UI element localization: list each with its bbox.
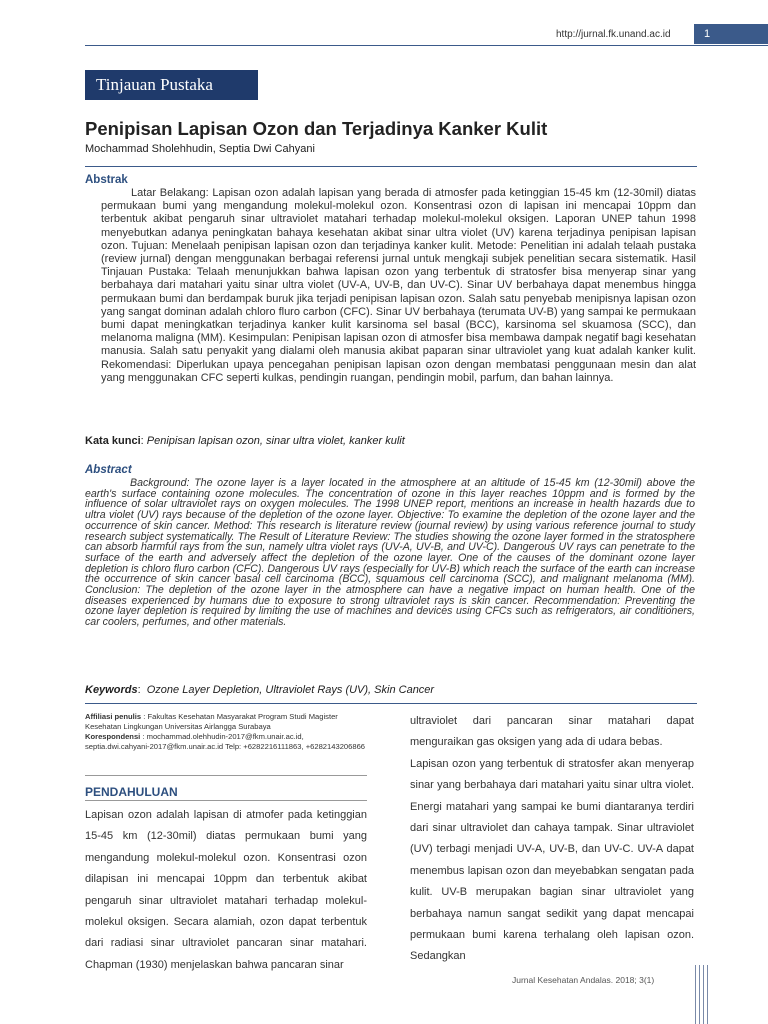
corr-label: Korespondensi xyxy=(85,732,141,741)
footer-bar xyxy=(699,965,700,1024)
divider xyxy=(85,775,367,776)
pendahuluan-left-column: Lapisan ozon adalah lapisan di atmofer pada ketinggian 15-45 km (12-30mil) diatas permukaan bumi yang mengandung molekul-molekul ozon. Konsentrasi ozon dilapisan ini mencapai 10ppm dan terbentuk akibat pengaruh sinar ultraviolet matahari terhadap molekul-molekul oksigen. Secara alamiah, ozon dapat terbentuk dari radiasi sinar ultraviolet pancaran sinar matahari. Chapman (1930) menjelaskan bahwa pancaran sinar xyxy=(85,809,367,971)
abstract-text: Background: The ozone layer is a layer located in the atmosphere at an altitude of 15-45 km (12-30mil) above the earth's surface containing ozone molecules. The concentration of ozone in this layer reaches 10ppm and is formed by the influence of solar ultraviolet rays on oxygen molecules. The 1998 UNEP report, mentions an increase in health hazards due to ultra violet (UV) rays because of the depletion of the ozone layer. Objective: To examine the depletion of the ozone layer and the occurrence of skin cancer. Method: This research is literature review (journal review) by using various reference journal to study research subject systematically. The Result of Literature Review: The studies showing the ozone layer formed in the stratosphere can absorb harmful rays from the sun, namely ultra violet rays (UV-A, UV-B, and UV-C). Dangerous UV rays can penetrate to the surface of the earth and adversely affect the depletion of the ozone layer. One of the causes of the dominant ozone layer depletion is chloro fluro carbon (CFC). Dangerous UV rays (especially for UV-B) which reach the surface of the earth can increase the occurrence of skin cancer basal cell carcinoma (BCC), squamous cell carcinoma (SCC), and malignant melanoma (MM). Conclusion: The depletion of the ozone layer in the atmosphere can have a negative impact on human health. One of the diseases experienced by humans due to exposure to strong ultraviolet rays is skin cancer. Recommendation: Preventing the ozone layer depletion is required by limiting the use of machines and devices using CFCs such as refrigerators, air conditioners, car coolers, perfumes, and other materials. xyxy=(85,477,695,629)
section-label: Tinjauan Pustaka xyxy=(85,70,258,100)
kata-kunci-label: Kata kunci xyxy=(85,435,141,447)
kata-kunci-values: Penipisan lapisan ozon, sinar ultra violet, kanker kulit xyxy=(146,435,405,447)
affil-label: Affiliasi penulis xyxy=(85,712,142,721)
keywords-values: Ozone Layer Depletion, Ultraviolet Rays (UV), Skin Cancer xyxy=(146,684,435,696)
page-number-badge: 1 xyxy=(694,24,768,44)
pendahuluan-heading: PENDAHULUAN xyxy=(85,785,178,799)
footer-bar xyxy=(703,965,704,1024)
header-rule xyxy=(85,45,768,46)
pendahuluan-right-column xyxy=(410,711,694,968)
footer-bar xyxy=(707,965,708,1024)
affiliation-block: Affiliasi penulis : Fakultas Kesehatan Masyarakat Program Studi Magister Kesehatan Lingkungan Universitas Airlangga Surabaya Korespondensi : mochammad.olehhudin-2017@fkm.unair.ac.id, septia.dwi.cahyani-2017@fkm.unair.ac.id Telp: +6282216111863, +6282143206866 xyxy=(85,712,366,751)
paragraph: Lapisan ozon yang terbentuk di stratosfer akan menyerap sinar yang berbahaya dari matahari yaitu sinar ultra violet. Energi matahari yang sampai ke bumi diantaranya terdiri dari sinar ultraviolet dan cahaya tampak. Sinar ultraviolet (UV) terbagi menjadi UV-A, UV-B, dan UV-C. UV-A dapat menembus lapisan ozon dan meyebabkan sengatan pada kulit. UV-B merupakan bagian sinar ultraviolet yang berbahaya namun sangat sedikit yang dapat mencapai permukaan bumi karena terhalang oleh lapisan ozon. Sedangkan xyxy=(410,757,694,963)
article-title: Penipisan Lapisan Ozon dan Terjadinya Kanker Kulit xyxy=(85,118,548,139)
journal-footer: Jurnal Kesehatan Andalas. 2018; 3(1) xyxy=(512,975,655,985)
abstract-heading: Abstract xyxy=(85,464,132,476)
abstrak-heading: Abstrak xyxy=(85,174,128,186)
article-authors: Mochammad Sholehhudin, Septia Dwi Cahyani xyxy=(85,143,315,155)
affil-text: Fakultas Kesehatan Masyarakat Program Studi Magister Kesehatan Lingkungan Universitas Airlangga Surabaya xyxy=(85,712,338,731)
kata-kunci: Kata kunci: Penipisan lapisan ozon, sinar ultra violet, kanker kulit xyxy=(85,435,405,447)
journal-url: http://jurnal.fk.unand.ac.id xyxy=(556,29,671,40)
abstrak-text: Latar Belakang: Lapisan ozon adalah lapisan yang berada di atmosfer pada ketinggian 15-45 km (12-30mil) diatas permukaan bumi yang mengandung molekul-molekul ozon. Konsentrasi ozon di lapisan ini mencapai 10ppm dan terbentuk akibat pengaruh sinar ultraviolet matahari terhadap molekul-molekul oksigen. Laporan UNEP tahun 1998 menyebutkan adanya peningkatan bahaya kesehatan akibat sinar ultra violet (UV) karena terjadinya penipisan lapisan ozon. Tujuan: Menelaah penipisan lapisan ozon dan terjadinya kanker kulit. Metode: Penelitian ini adalah telaah pustaka (review jurnal) dengan menggunakan berbagai referensi jurnal untuk mengkaji subjek penelitian secara sistematik. Hasil Tinjauan Pustaka: Telaah menunjukkan bahwa lapisan ozon yang terbentuk di stratosfer bisa menyerap sinar yang berbahaya dari matahari yaitu sinar ultra violet (UV-A, UV-B, dan UV-C). Sinar UV berbahaya dapat menembus hingga permukaan bumi dan berdampak buruk jika terjadi penipisan lapisan ozon. Salah satu penyebab menipisnya lapisan ozon yang sangat dominan adalah chloro fluro carbon (CFC). Sinar UV berbahaya (terumata UV-B) yang sampai ke permukaan bumi dapat meningkatkan terjadinya kanker kulit karsinoma sel basal (BCC), karsinoma sel skuamosa (SCC), dan melanoma maligna (MM). Kesimpulan: Penipisan lapisan ozon di atmosfer bisa membawa dampak negatif bagi kesehatan manusia. Salah satu penyakit yang dialami oleh manusia akibat paparan sinar ultraviolet yang kuat adalah kanker kulit. Rekomendasi: Diperlukan upaya pencegahan penipisan lapisan ozon dengan membatasi penggunaan mesin dan alat yang menggunakan CFC seperti kulkas, pendingin ruangan, pendingin mobil, parfum, dan bahan lainnya. xyxy=(101,187,696,384)
keywords-label: Keywords xyxy=(85,684,138,696)
divider xyxy=(85,800,367,801)
paragraph: ultraviolet dari pancaran sinar matahari dapat menguraikan gas oksigen yang ada di udara bebas. xyxy=(410,715,694,749)
divider xyxy=(85,166,697,167)
corr-text: mochammad.olehhudin-2017@fkm.unair.ac.id, septia.dwi.cahyani-2017@fkm.unair.ac.id Telp: +6282216111863, +6282143206866 xyxy=(85,732,366,751)
keywords: Keywords: Ozone Layer Depletion, Ultraviolet Rays (UV), Skin Cancer xyxy=(85,684,435,696)
divider xyxy=(85,703,697,704)
footer-bar xyxy=(695,965,696,1024)
